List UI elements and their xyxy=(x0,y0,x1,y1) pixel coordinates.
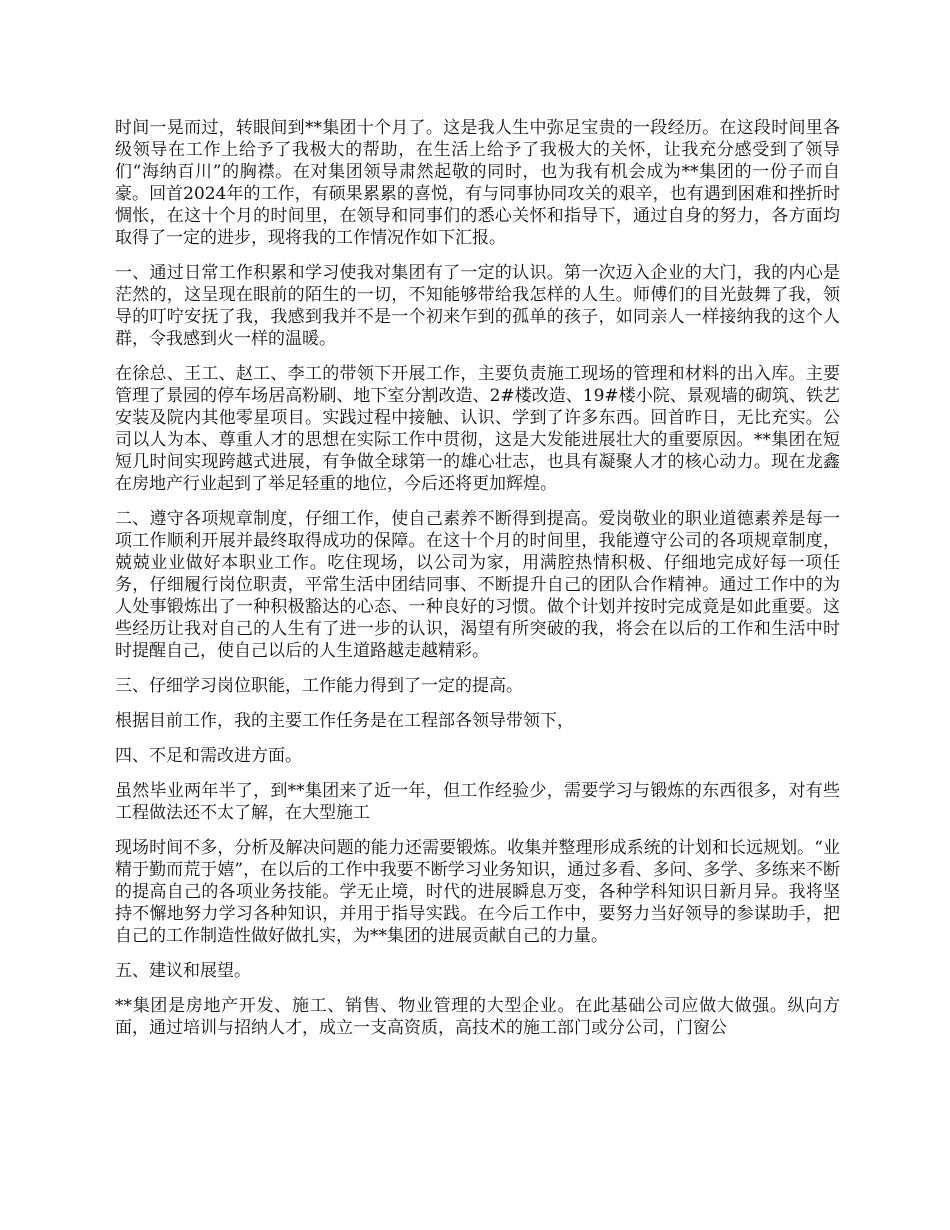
section-five-paragraph: **集团是房地产开发、施工、销售、物业管理的大型企业。在此基础公司应做大做强。纵向方面，通过培训与招纳人才，成立一支高资质，高技术的施工部门或分公司，门窗公 xyxy=(115,996,840,1038)
intro-paragraph: 时间一晃而过，转眼间到**集团十个月了。这是我人生中弥足宝贵的一段经历。在这段时间里各级领导在工作上给予了我极大的帮助，在生活上给予了我极大的关怀，让我充分感受到了领导们“海纳百川”的胸襟。在对集团领导肃然起敬的同时，也为我有机会成为**集团的一份子而自豪。回首2024年的工作，有硕果累累的喜悦，有与同事协同攻关的艰辛，也有遇到困难和挫折时惆怅，在这十个月的时间里，在领导和同事们的悉心关怀和指导下，通过自身的努力，各方面均取得了一定的进步，现将我的工作情况作如下汇报。 xyxy=(115,118,840,248)
section-five-heading: 五、建议和展望。 xyxy=(115,961,251,981)
section-three-paragraph: 根据目前工作，我的主要工作任务是在工程部各领导带领下， xyxy=(115,711,574,731)
section-one-paragraph: 一、通过日常工作积累和学习使我对集团有了一定的认识。第一次迈入企业的大门，我的内心是茫然的，这呈现在眼前的陌生的一切，不知能够带给我怎样的人生。师傅们的目光鼓舞了我，领导的叮咛安抚了我，我感到我并不是一个初来乍到的孤单的孩子，如同亲人一样接纳我的这个人群，令我感到火一样的温暖。 xyxy=(115,263,840,349)
improvement-paragraph: 现场时间不多，分析及解决问题的能力还需要锻炼。收集并整理形成系统的计划和长远规划。“业精于勤而荒于嬉”，在以后的工作中我要不断学习业务知识，通过多看、多问、多学、多练来不断的提高自己的各项业务技能。学无止境，时代的进展瞬息万变，各种学科知识日新月异。我将坚持不懈地努力学习各种知识，并用于指导实践。在今后工作中，要努力当好领导的参谋助手，把自己的工作制造性做好做扎实，为**集团的进展贡献自己的力量。 xyxy=(115,838,840,946)
section-three-heading: 三、仔细学习岗位职能，工作能力得到了一定的提高。 xyxy=(115,676,523,696)
section-four-paragraph: 虽然毕业两年半了，到**集团来了近一年，但工作经验少，需要学习与锻炼的东西很多，对有些工程做法还不太了解，在大型施工 xyxy=(115,781,840,823)
work-details-paragraph: 在徐总、王工、赵工、李工的带领下开展工作，主要负责施工现场的管理和材料的出入库。主要管理了景园的停车场居高粉刷、地下室分割改造、2#楼改造、19#楼小院、景观墙的砌筑、铁艺安装及院内其他零星项目。实践过程中接触、认识、学到了许多东西。回首昨日，无比充实。公司以人为本、尊重人才的思想在实际工作中贯彻，这是大发能进展壮大的重要原因。**集团在短短几时间实现跨越式进展，有争做全球第一的雄心壮志，也具有凝聚人才的核心动力。现在龙鑫在房地产行业起到了举足轻重的地位，今后还将更加辉煌。 xyxy=(115,364,840,494)
document-page xyxy=(115,117,840,1052)
section-two-paragraph: 二、遵守各项规章制度，仔细工作，使自己素养不断得到提高。爱岗敬业的职业道德素养是每一项工作顺利开展并最终取得成功的保障。在这十个月的时间里，我能遵守公司的各项规章制度，兢兢业业做好本职业工作。吃住现场，以公司为家，用满腔热情积极、仔细地完成好每一项任务，仔细履行岗位职责，平常生活中团结同事、不断提升自己的团队合作精神。通过工作中的为人处事锻炼出了一种积极豁达的心态、一种良好的习惯。做个计划并按时完成竟是如此重要。这些经历让我对自己的人生有了进一步的认识，渴望有所突破的我，将会在以后的工作和生活中时时提醒自己，使自己以后的人生道路越走越精彩。 xyxy=(115,509,840,661)
section-four-heading: 四、不足和需改进方面。 xyxy=(115,746,302,766)
